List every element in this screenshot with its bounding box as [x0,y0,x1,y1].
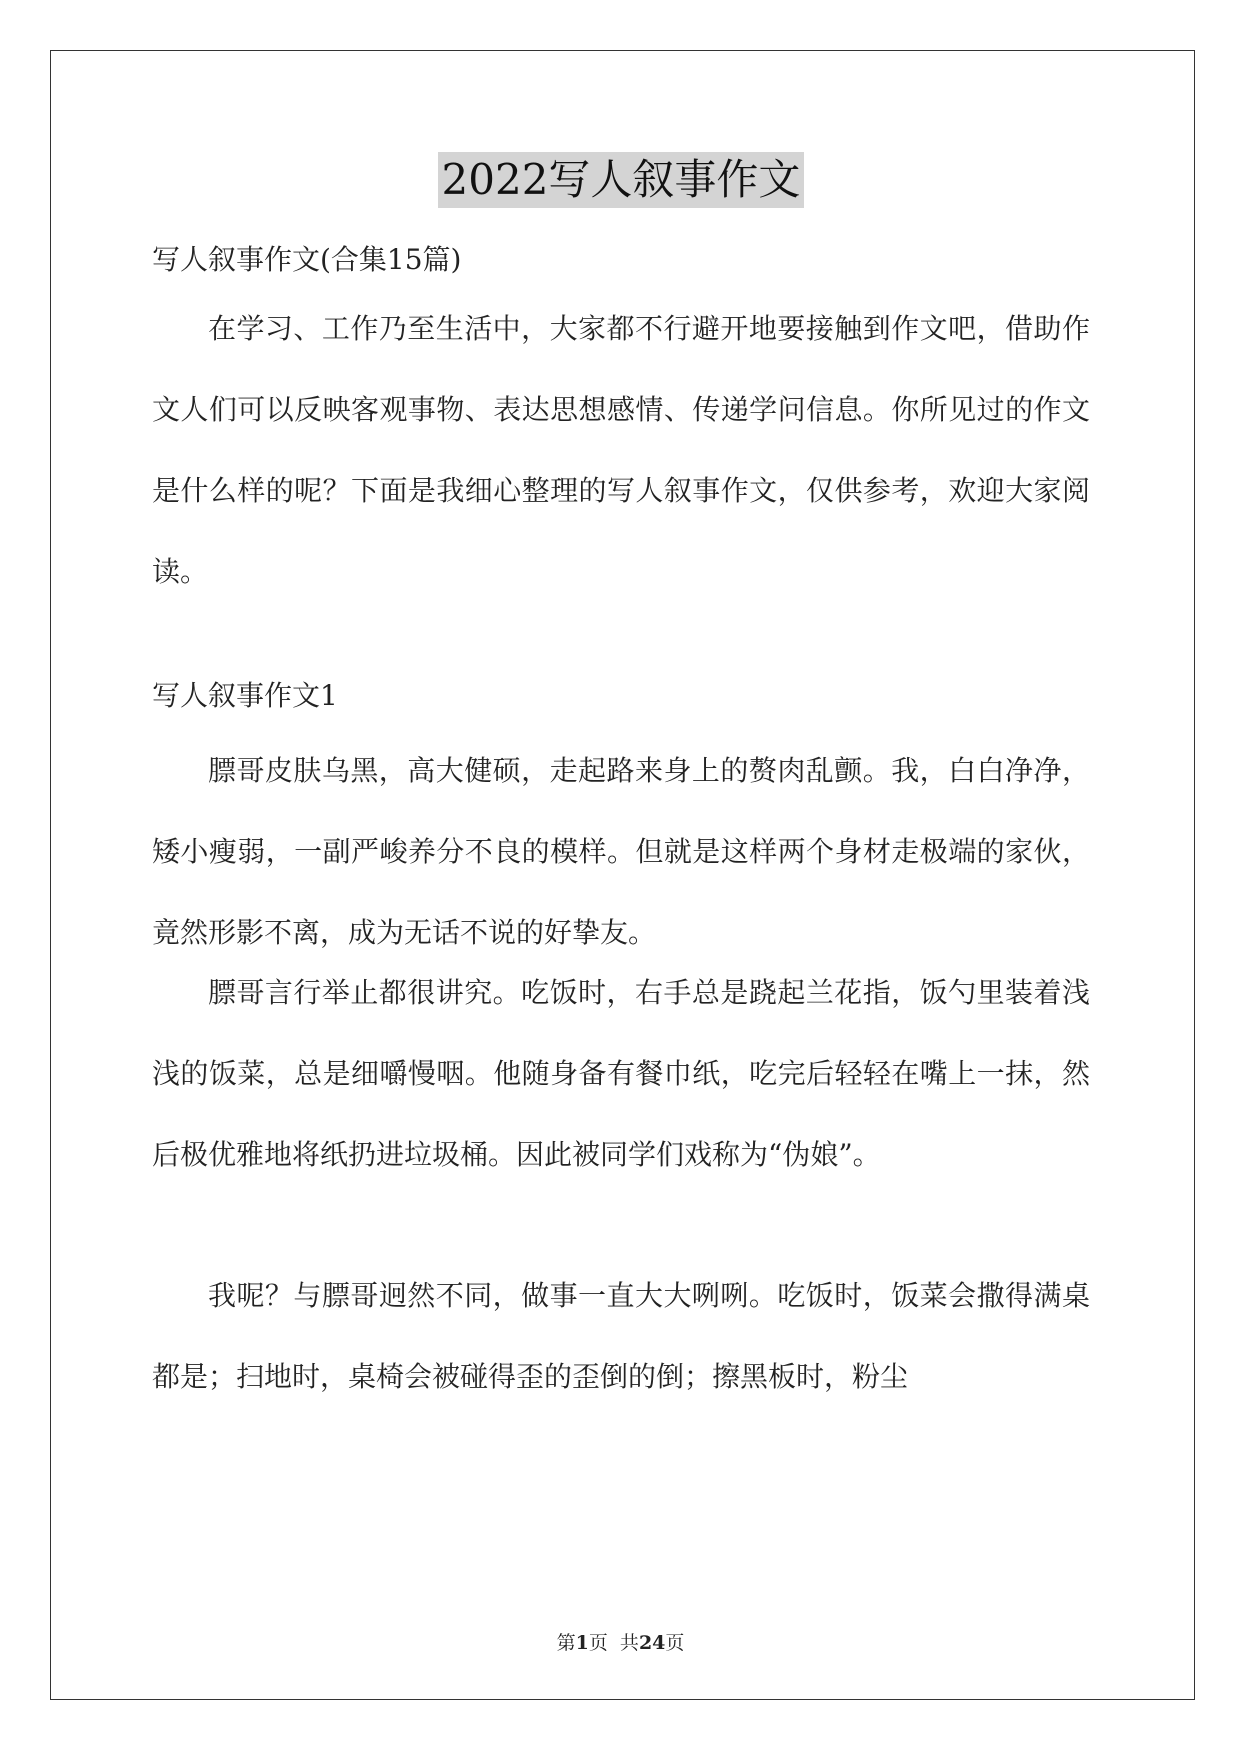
document-title: 2022写人叙事作文 [438,152,805,208]
footer-page-suffix: 页 [665,1632,685,1654]
section-1-paragraph-2: 膘哥言行举止都很讲究。吃饭时，右手总是跷起兰花指，饭勺里装着浅浅的饭菜，总是细嚼慢咽。他随身备有餐巾纸，吃完后轻轻在嘴上一抹，然后极优雅地将纸扔进垃圾桶。因此被同学们戏称为“伪娘”。 [152,976,1090,1171]
footer-page-total: 24 [638,1632,666,1654]
intro-paragraph: 在学习、工作乃至生活中，大家都不行避开地要接触到作文吧，借助作文人们可以反映客观事物、表达思想感情、传递学问信息。你所见过的作文是什么样的呢？下面是我细心整理的写人叙事作文，仅供参考，欢迎大家阅读。 [152,312,1090,588]
footer-page-prefix: 第 [556,1632,576,1654]
section-1-paragraph-1: 膘哥皮肤乌黑，高大健硕，走起路来身上的赘肉乱颤。我，白白净净，矮小瘦弱，一副严峻养分不良的模样。但就是这样两个身材走极端的家伙，竟然形影不离，成为无话不说的好挚友。 [152,754,1090,949]
title-container [152,152,1090,208]
section-heading-1: 写人叙事作文1 [152,679,338,712]
section-1-paragraph-3: 我呢？与膘哥迥然不同，做事一直大大咧咧。吃饭时，饭菜会撒得满桌都是；扫地时，桌椅会被碰得歪的歪倒的倒；擦黑板时，粉尘 [152,1279,1090,1393]
footer-page-mid: 页 共 [588,1632,639,1654]
footer-page-current: 1 [575,1632,589,1654]
page-footer [0,1630,1241,1656]
document-subtitle: 写人叙事作文(合集15篇) [152,243,462,276]
